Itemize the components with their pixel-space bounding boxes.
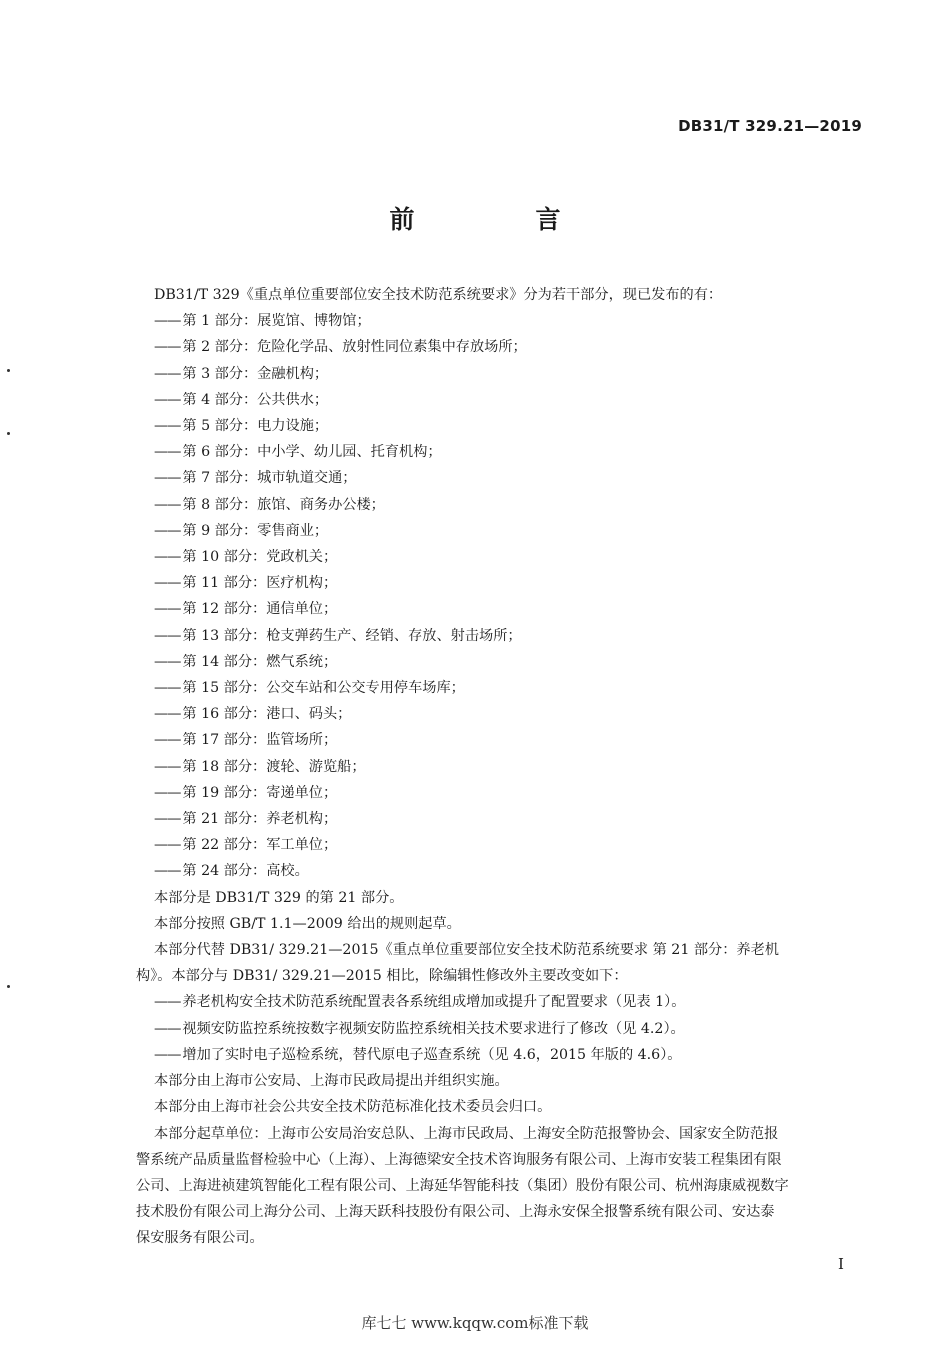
drafters-paragraph — [136, 1121, 862, 1252]
foreword-body — [136, 282, 862, 1252]
list-item: —— 第 21 部分：养老机构； — [154, 811, 338, 828]
drafters-line: 保安服务有限公司。 — [136, 1230, 264, 1247]
list-item: —— 第 22 部分：军工单位； — [154, 837, 338, 854]
proposed-by-paragraph: 本部分由上海市公安局、上海市民政局提出并组织实施。 — [154, 1073, 509, 1090]
list-item: —— 第 5 部分：电力设施； — [154, 418, 329, 435]
drafting-rules-paragraph: 本部分按照 GB/T 1.1—2009 给出的规则起草。 — [154, 915, 461, 932]
list-item: —— 第 15 部分：公交车站和公交专用停车场库； — [154, 680, 465, 697]
list-item: —— 第 8 部分：旅馆、商务办公楼； — [154, 496, 385, 513]
list-item: —— 第 9 部分：零售商业； — [154, 522, 329, 539]
list-item: —— 第 3 部分：金融机构； — [154, 365, 329, 382]
replaces-paragraph-line1: 本部分代替 DB31/ 329.21—2015《重点单位重要部位安全技术防范系统要求 第 21 部分：养老机 — [154, 942, 779, 959]
list-item: —— 第 16 部分：港口、码头； — [154, 706, 352, 723]
scan-artifact — [7, 985, 10, 988]
list-item: —— 第 13 部分：枪支弹药生产、经销、存放、射击场所； — [154, 627, 522, 644]
under-paragraph: 本部分由上海市社会公共安全技术防范标准化技术委员会归口。 — [154, 1099, 552, 1116]
this-part-paragraph: 本部分是 DB31/T 329 的第 21 部分。 — [154, 889, 404, 906]
list-item: —— 第 11 部分：医疗机构； — [154, 575, 338, 592]
list-item: —— 视频安防监控系统按数字视频安防监控系统相关技术要求进行了修改（见 4.2）。 — [154, 1020, 685, 1037]
list-item: —— 第 14 部分：燃气系统； — [154, 653, 338, 670]
drafters-line: 公司、上海进祯建筑智能化工程有限公司、上海延华智能科技（集团）股份有限公司、杭州海康威视数字 — [136, 1177, 789, 1194]
changes-list — [136, 989, 862, 1068]
intro-paragraph: DB31/T 329《重点单位重要部位安全技术防范系统要求》分为若干部分，现已发布的有： — [154, 287, 723, 303]
list-item: —— 第 2 部分：危险化学品、放射性同位素集中存放场所； — [154, 339, 527, 356]
list-item: —— 第 1 部分：展览馆、博物馆； — [154, 313, 371, 330]
scan-artifact — [7, 432, 10, 435]
scan-artifact — [7, 369, 10, 372]
list-item: —— 增加了实时电子巡检系统，替代原电子巡查系统（见 4.6，2015 年版的 4.6）。 — [154, 1046, 682, 1063]
list-item: —— 第 17 部分：监管场所； — [154, 732, 338, 749]
drafters-line: 技术股份有限公司上海分公司、上海天跃科技股份有限公司、上海永安保全报警系统有限公司、安达泰 — [136, 1204, 775, 1221]
list-item: —— 第 24 部分：高校。 — [154, 863, 309, 880]
list-item: —— 第 12 部分：通信单位； — [154, 601, 338, 618]
footer-watermark: 库七七 www.kqqw.com标准下载 — [361, 1314, 589, 1332]
list-item: —— 第 6 部分：中小学、幼儿园、托育机构； — [154, 444, 442, 461]
list-item: —— 第 18 部分：渡轮、游览船； — [154, 758, 366, 775]
list-item: —— 养老机构安全技术防范系统配置表各系统组成增加或提升了配置要求（见表 1）。 — [154, 994, 686, 1011]
page-number: I — [838, 1255, 844, 1273]
drafters-line: 警系统产品质量监督检验中心（上海）、上海德梁安全技术咨询服务有限公司、上海市安装工程集团有限 — [136, 1151, 782, 1168]
drafters-line: 本部分起草单位：上海市公安局治安总队、上海市民政局、上海安全防范报警协会、国家安全防范报 — [154, 1125, 779, 1142]
list-item: —— 第 7 部分：城市轨道交通； — [154, 470, 357, 487]
page-title: 前 言 — [389, 205, 609, 234]
list-item: —— 第 10 部分：党政机关； — [154, 549, 338, 566]
replaces-paragraph-line2: 构》。本部分与 DB31/ 329.21—2015 相比，除编辑性修改外主要改变如下： — [136, 968, 628, 985]
standard-code: DB31/T 329.21—2019 — [678, 117, 862, 135]
list-item: —— 第 4 部分：公共供水； — [154, 391, 329, 408]
list-item: —— 第 19 部分：寄递单位； — [154, 784, 338, 801]
parts-list — [136, 308, 862, 884]
